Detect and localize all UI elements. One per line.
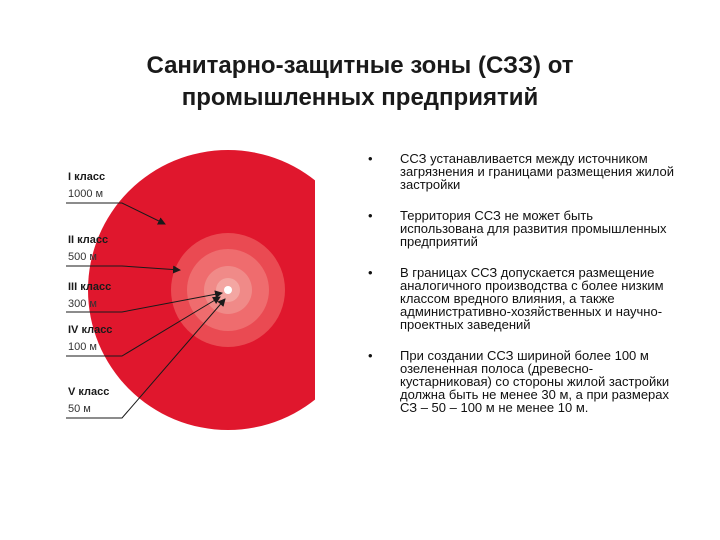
bullet-item <box>368 266 678 331</box>
bullet-text: Территория ССЗ не может быть использована для развития промышленных предприятий <box>400 208 667 249</box>
zone-distance-label: 300 м <box>68 298 97 310</box>
zone-class-label: V класс <box>68 386 110 398</box>
zone-class-label: I класс <box>68 171 106 183</box>
bullet-marker: • <box>368 265 373 280</box>
zone-circle-center <box>224 286 232 294</box>
bullet-text: ССЗ устанавливается между источником загрязнения и границами размещения жилой застройки <box>400 151 675 192</box>
zone-class-label: IV класс <box>68 324 113 336</box>
zone-distance-label: 500 м <box>68 251 97 263</box>
title-line-2: промышленных предприятий <box>181 84 539 111</box>
bullet-marker: • <box>368 151 373 166</box>
bullet-list <box>368 152 678 432</box>
title-line-1: Санитарно-защитные зоны (СЗЗ) от <box>146 52 574 79</box>
bullet-marker: • <box>368 348 373 363</box>
zone-class-label: II класс <box>68 234 109 246</box>
bullet-text: В границах ССЗ допускается размещение аналогичного производства с более низким классом вредного влияния, а также административно-хозяйственных и научно-проектных заведений <box>400 265 664 332</box>
zone-distance-label: 50 м <box>68 403 91 415</box>
zone-distance-label: 100 м <box>68 341 97 353</box>
bullet-text: При создании ССЗ шириной более 100 м озелененная полоса (древесно-кустарниковая) со стороны жилой застройки должна быть не менее 30 м, а при размерах СЗ – 50 – 100 м не менее 10 м. <box>400 348 670 415</box>
zone-distance-label: 1000 м <box>68 188 104 200</box>
zone-class-label: III класс <box>68 281 112 293</box>
bullet-item <box>368 349 678 414</box>
bullet-item <box>368 152 678 191</box>
bullet-item <box>368 209 678 248</box>
bullet-marker: • <box>368 208 373 223</box>
